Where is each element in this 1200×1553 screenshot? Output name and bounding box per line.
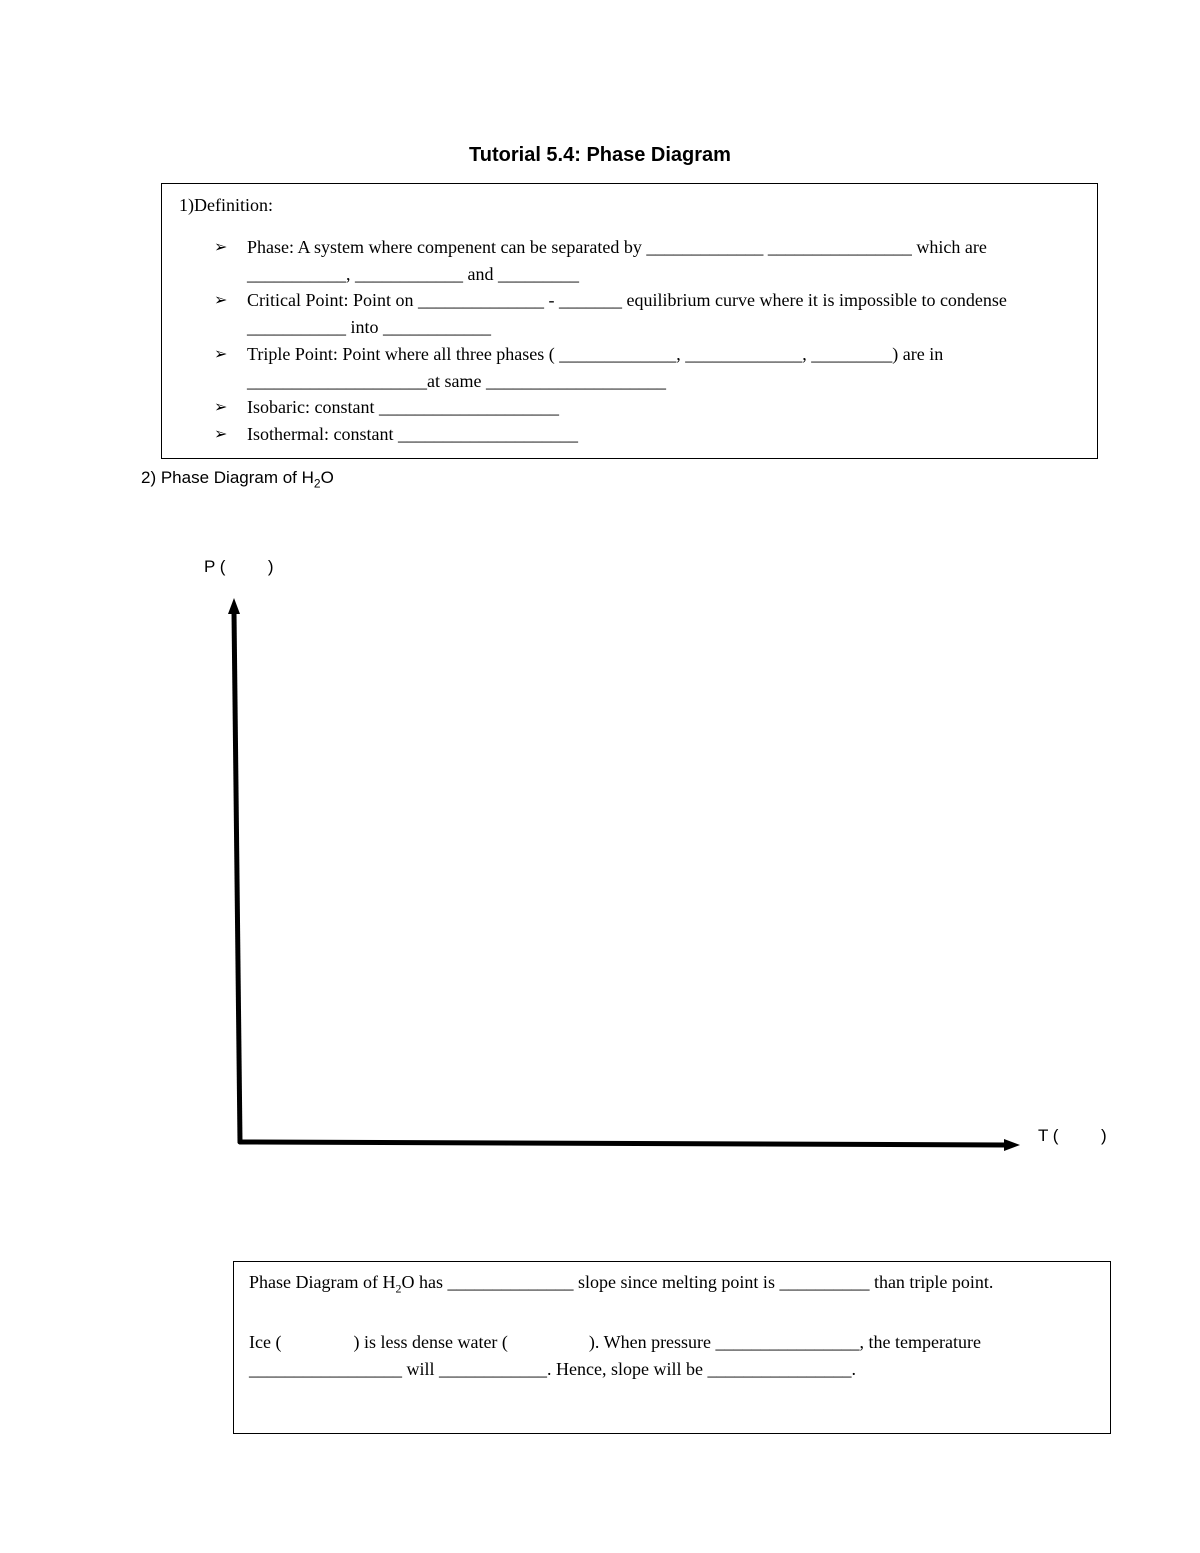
summary-ice-density: Ice ( ) is less dense water ( ). When pressure ________________, the temperature _________________ will ____________. Hence, slope will be ________________.: [249, 1331, 986, 1379]
arrow-bullet-icon: ➢: [214, 237, 228, 256]
y-axis-arrowhead-icon: [228, 598, 240, 614]
x-axis-arrowhead-icon: [1004, 1139, 1020, 1151]
x-axis-line: [240, 1142, 1006, 1145]
definition-heading: 1)Definition:: [179, 195, 273, 215]
y-axis-line: [234, 612, 240, 1142]
summary-text: [249, 1269, 1099, 1382]
x-axis-label: T ( ): [1038, 1126, 1107, 1145]
definition-isothermal: Isothermal: constant ____________________: [247, 423, 578, 444]
definition-isobaric: Isobaric: constant ____________________: [247, 397, 559, 418]
arrow-bullet-icon: ➢: [214, 423, 228, 443]
arrow-bullet-icon: ➢: [214, 290, 228, 310]
definition-phase: Phase: A system where compenent can be separated by _____________ ________________ which are ___________, ____________ and _________: [247, 237, 987, 284]
y-axis-label: P ( ): [204, 557, 274, 576]
summary-slope: Phase Diagram of $H_2O$ has ______________ slope since melting point is __________ than triple point.: [249, 1272, 994, 1296]
definition-critical-point: Critical Point: Point on ______________ - _______ equilibrium curve where it is impossible to condense ___________ into ____________: [247, 290, 1007, 338]
definition-triple-point: Triple Point: Point where all three phases ( _____________, _____________, _________) are in ____________________at same ____________________: [247, 343, 944, 391]
arrow-bullet-icon: ➢: [214, 397, 228, 417]
page-title: Tutorial 5.4: Phase Diagram: [469, 144, 731, 166]
section-heading-phase-diagram: 2) Phase Diagram of $H_2O$: [141, 468, 334, 491]
arrow-bullet-icon: ➢: [214, 343, 228, 363]
